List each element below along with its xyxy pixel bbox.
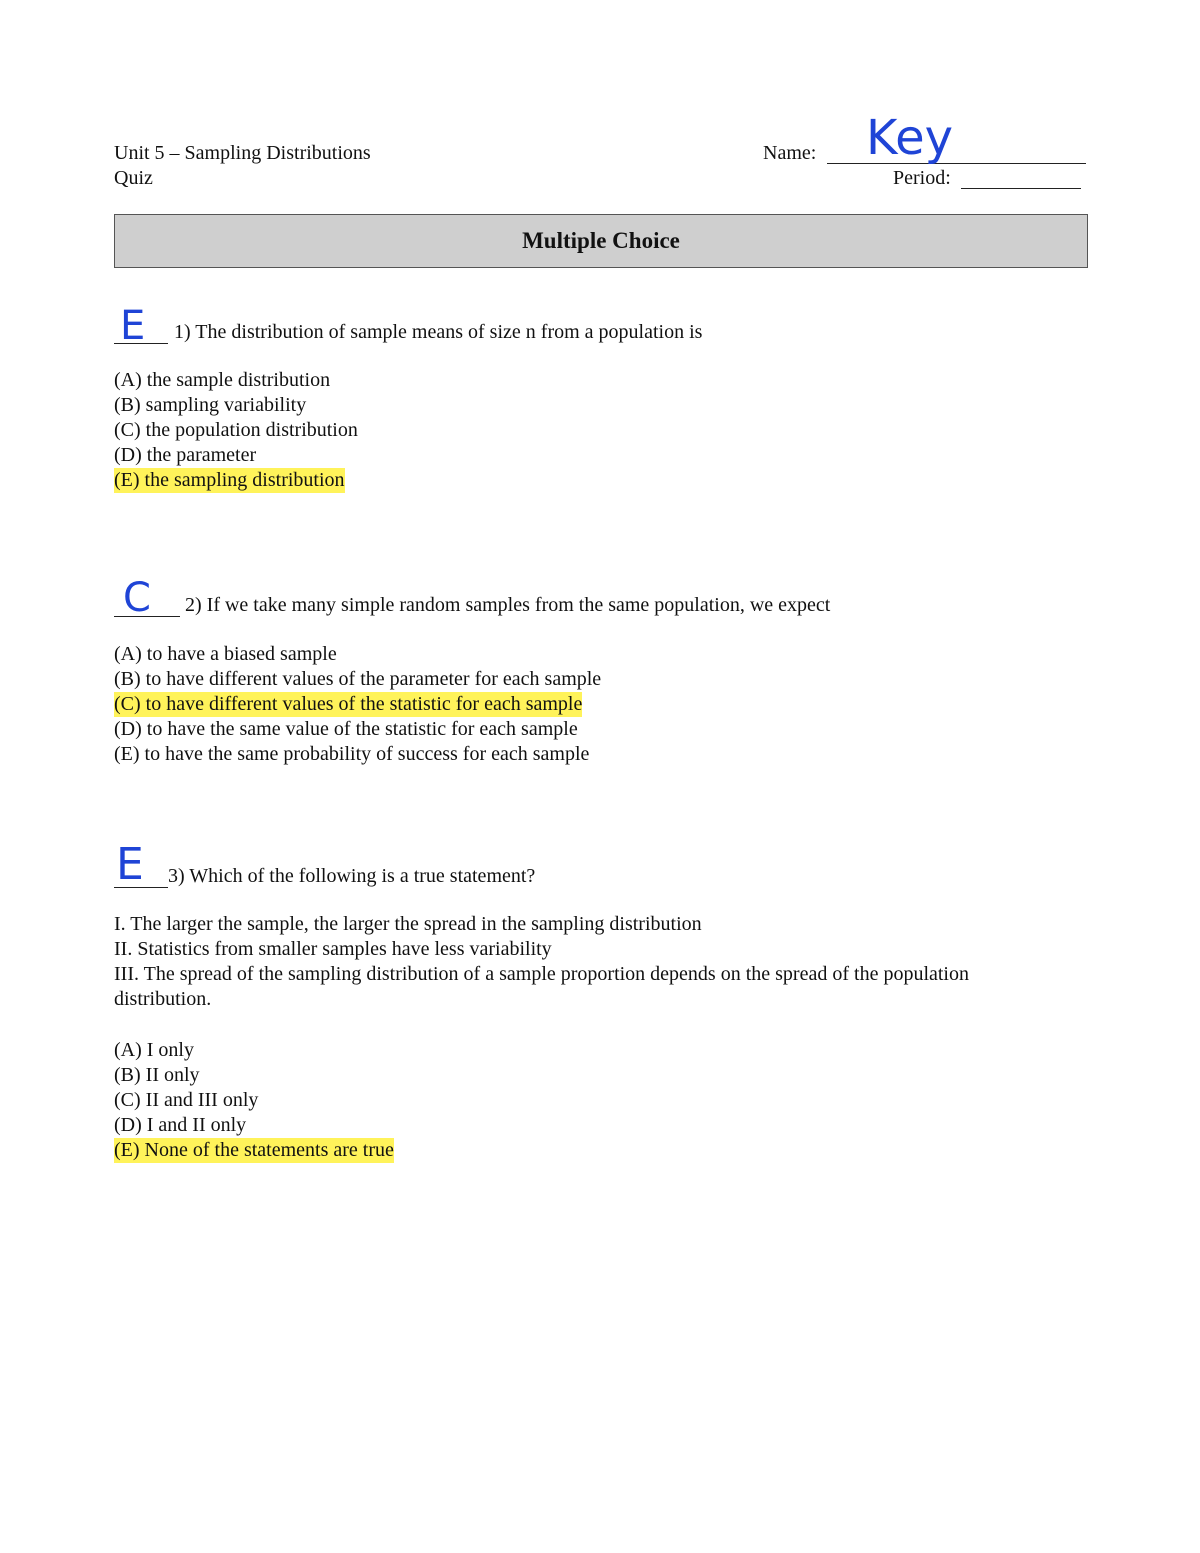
- question-text: 3) Which of the following is a true statement?: [168, 865, 536, 887]
- statement-iii-continued: distribution.: [114, 988, 212, 1010]
- option-b: (B) to have different values of the parameter for each sample: [114, 668, 602, 690]
- name-label: Name:: [763, 142, 817, 164]
- handwritten-answer: C: [123, 575, 151, 621]
- option-c: (C) II and III only: [114, 1089, 259, 1111]
- period-label: Period:: [893, 167, 951, 189]
- section-header-multiple-choice: Multiple Choice: [114, 214, 1088, 268]
- option-a: (A) I only: [114, 1039, 194, 1061]
- period-fill-line: [961, 188, 1081, 189]
- option-list: [114, 642, 601, 767]
- statement-ii: II. Statistics from smaller samples have less variability: [114, 938, 552, 960]
- option-list: [114, 1038, 394, 1163]
- option-a: (A) the sample distribution: [114, 369, 331, 391]
- option-e-highlighted: (E) the sampling distribution: [114, 469, 345, 491]
- question-text: 1) The distribution of sample means of size n from a population is: [174, 321, 703, 343]
- handwritten-answer: E: [120, 303, 146, 349]
- option-a: (A) to have a biased sample: [114, 643, 337, 665]
- option-d: (D) I and II only: [114, 1114, 247, 1136]
- statement-i: I. The larger the sample, the larger the spread in the sampling distribution: [114, 913, 702, 935]
- name-handwritten-key: Key: [866, 110, 954, 166]
- option-d: (D) the parameter: [114, 444, 257, 466]
- statement-list: [114, 912, 969, 1012]
- option-e-highlighted: (E) None of the statements are true: [114, 1139, 394, 1161]
- option-c: (C) the population distribution: [114, 419, 358, 441]
- option-b: (B) sampling variability: [114, 394, 307, 416]
- option-c-highlighted: (C) to have different values of the statistic for each sample: [114, 693, 583, 715]
- question-text: 2) If we take many simple random samples from the same population, we expect: [185, 594, 831, 616]
- unit-title: Unit 5 – Sampling Distributions: [114, 142, 371, 164]
- option-d: (D) to have the same value of the statistic for each sample: [114, 718, 578, 740]
- statement-iii: III. The spread of the sampling distribution of a sample proportion depends on the spread of the population: [114, 963, 969, 985]
- quiz-subtitle: Quiz: [114, 167, 153, 189]
- option-list: [114, 368, 358, 493]
- option-e: (E) to have the same probability of success for each sample: [114, 743, 590, 765]
- option-b: (B) II only: [114, 1064, 200, 1086]
- handwritten-answer: E: [116, 839, 144, 890]
